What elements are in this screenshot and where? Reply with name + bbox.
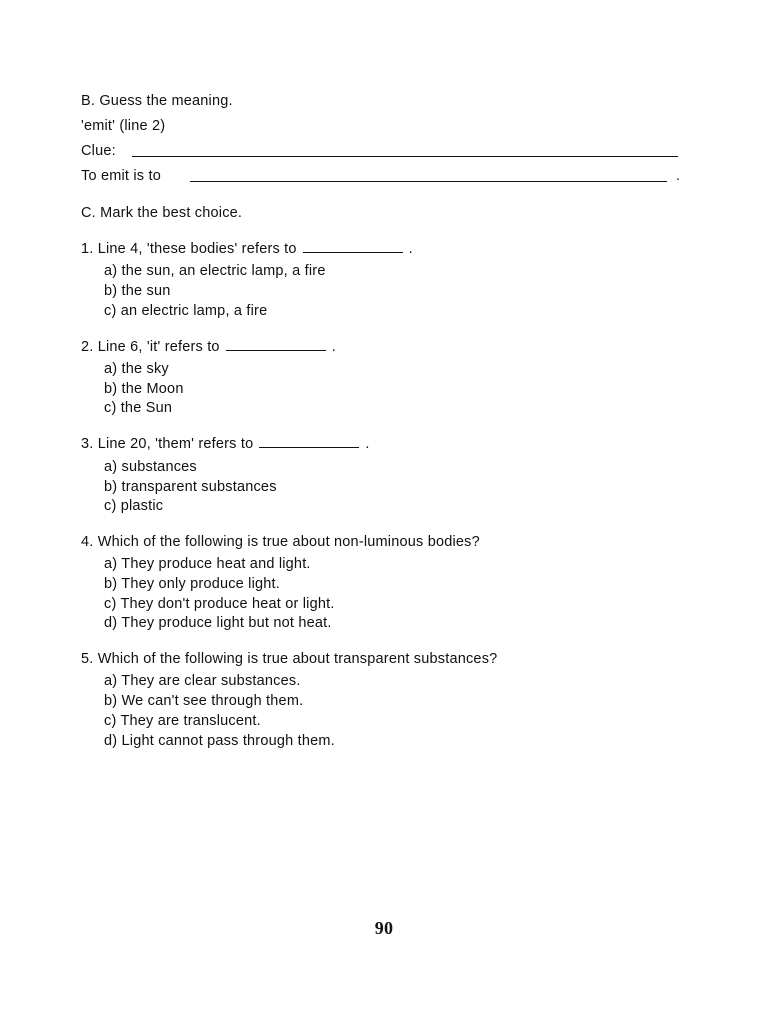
q5-option-a[interactable]: a) They are clear substances. xyxy=(104,673,301,689)
q2-option-c[interactable]: c) the Sun xyxy=(104,400,173,416)
question-1-blank[interactable] xyxy=(303,240,403,253)
q1-option-c[interactable]: c) an electric lamp, a fire xyxy=(104,303,268,319)
question-3-text: 3. Line 20, 'them' refers to xyxy=(81,436,254,452)
emit-definition-label: To emit is to xyxy=(81,168,161,184)
clue-label: Clue: xyxy=(81,143,116,159)
question-2-period: . xyxy=(331,339,336,355)
question-3 xyxy=(81,435,370,453)
q1-option-b[interactable]: b) the sun xyxy=(104,283,171,299)
question-1 xyxy=(81,240,413,258)
section-b-heading: B. Guess the meaning. xyxy=(81,93,233,109)
question-3-blank[interactable] xyxy=(259,435,359,448)
q4-option-b[interactable]: b) They only produce light. xyxy=(104,576,281,592)
q3-option-a[interactable]: a) substances xyxy=(104,459,197,475)
emit-answer-blank[interactable] xyxy=(190,181,667,182)
q1-option-a[interactable]: a) the sun, an electric lamp, a fire xyxy=(104,263,326,279)
q3-option-b[interactable]: b) transparent substances xyxy=(104,479,277,495)
section-c-heading: C. Mark the best choice. xyxy=(81,205,243,221)
question-1-text: 1. Line 4, 'these bodies' refers to xyxy=(81,241,297,257)
page-number: 90 xyxy=(374,918,394,938)
q4-option-d[interactable]: d) They produce light but not heat. xyxy=(104,615,332,631)
question-4-text: 4. Which of the following is true about non-luminous bodies? xyxy=(81,534,480,550)
emit-word-line: 'emit' (line 2) xyxy=(81,118,166,134)
emit-end-period: . xyxy=(676,168,681,184)
q5-option-b[interactable]: b) We can't see through them. xyxy=(104,693,304,709)
question-3-period: . xyxy=(365,436,370,452)
q2-option-a[interactable]: a) the sky xyxy=(104,361,169,377)
q4-option-c[interactable]: c) They don't produce heat or light. xyxy=(104,596,335,612)
question-2-blank[interactable] xyxy=(226,338,326,351)
q5-option-d[interactable]: d) Light cannot pass through them. xyxy=(104,733,335,749)
q3-option-c[interactable]: c) plastic xyxy=(104,498,164,514)
q2-option-b[interactable]: b) the Moon xyxy=(104,381,184,397)
question-1-period: . xyxy=(408,241,413,257)
q4-option-a[interactable]: a) They produce heat and light. xyxy=(104,556,311,572)
question-2-text: 2. Line 6, 'it' refers to xyxy=(81,339,220,355)
q5-option-c[interactable]: c) They are translucent. xyxy=(104,713,261,729)
question-2 xyxy=(81,338,336,356)
question-5-text: 5. Which of the following is true about transparent substances? xyxy=(81,651,498,667)
clue-answer-blank[interactable] xyxy=(132,156,678,157)
